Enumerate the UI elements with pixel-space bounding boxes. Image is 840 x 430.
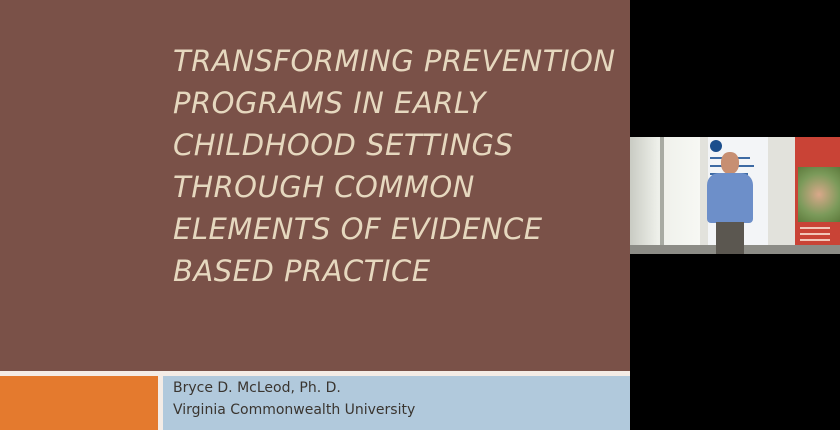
presenter-legs: [716, 222, 744, 254]
slide-title-line-3: CHILDHOOD SETTINGS: [173, 128, 514, 162]
banner-photo: [798, 167, 840, 222]
banner-text-line: [800, 233, 830, 235]
presenter-affiliation: Virginia Commonwealth University: [173, 402, 416, 418]
slide-accent-orange: [0, 376, 158, 430]
banner-logo-icon: [710, 140, 722, 152]
slide-title-line-4: THROUGH COMMON: [173, 170, 475, 204]
presenter-name: Bryce D. McLeod, Ph. D.: [173, 380, 341, 396]
room-window: [630, 137, 700, 254]
slide-title: [173, 40, 623, 292]
presenter-body: [707, 173, 753, 223]
banner-text-line: [800, 227, 830, 229]
presenter-head: [721, 152, 739, 174]
slide-title-line-5: ELEMENTS OF EVIDENCE: [173, 212, 543, 246]
slide-title-line-6: BASED PRACTICE: [173, 254, 431, 288]
slide-title-line-2: PROGRAMS IN EARLY: [173, 86, 486, 120]
banner-text-line: [800, 239, 830, 241]
slide-title-line-1: TRANSFORMING PREVENTION: [173, 44, 616, 78]
window-frame: [660, 137, 664, 254]
